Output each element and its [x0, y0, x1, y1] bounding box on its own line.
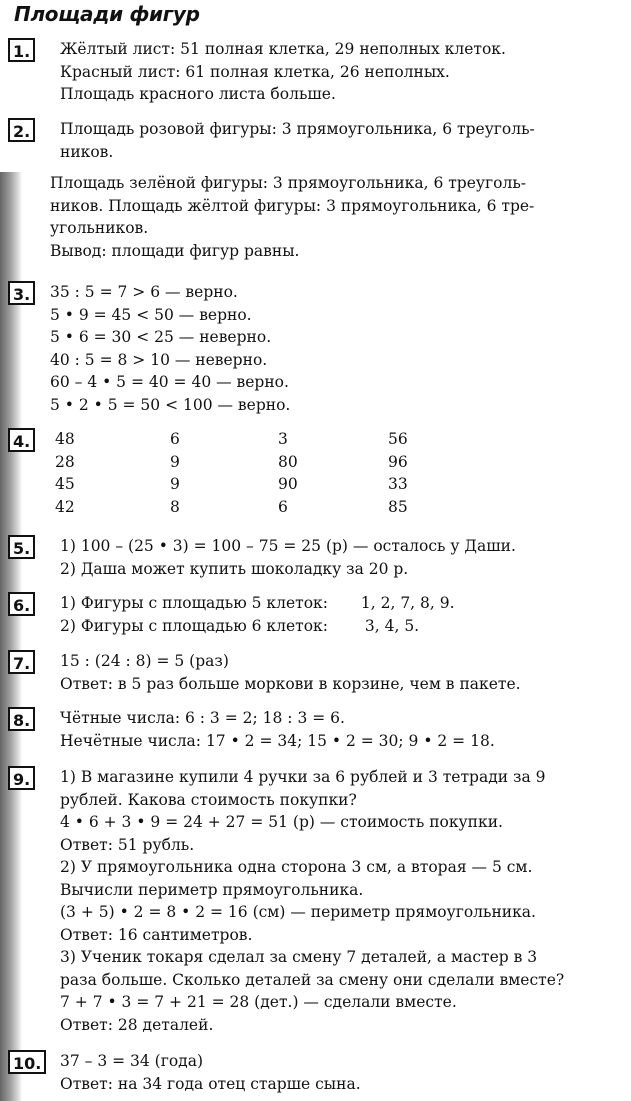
text-line: Жёлтый лист: 51 полная клетка, 29 неполных клеток. [60, 40, 506, 58]
task-number: 9. [8, 766, 35, 790]
text-line: Площадь красного листа больше. [60, 85, 336, 103]
text-line: Ответ: 28 деталей. [60, 1015, 214, 1034]
text-line: рублей. Какова стоимость покупки? [60, 790, 357, 809]
cell: 90 [278, 475, 298, 493]
task-number: 1. [8, 38, 35, 62]
scan-shadow [0, 172, 22, 1101]
column-1 [55, 428, 75, 518]
task-text [60, 592, 623, 637]
task-number: 4. [8, 428, 35, 452]
text-line: 3) Ученик токаря сделал за смену 7 деталей, а мастер в 3 [60, 948, 538, 966]
text-line: Нечётные числа: 17 • 2 = 34; 15 • 2 = 30; 9 • 2 = 18. [60, 731, 495, 750]
text-line: угольников. [50, 219, 149, 237]
text-line: 2) Даша может купить шоколадку за 20 р. [60, 559, 409, 578]
cell: 8 [170, 497, 180, 516]
text-line: Чётные числа: 6 : 3 = 2; 18 : 3 = 6. [60, 709, 345, 727]
text-line: Площадь розовой фигуры: 3 прямоугольника, 6 треуголь- [60, 120, 535, 138]
text-line [60, 615, 623, 638]
text-line: ников. Площадь жёлтой фигуры: 3 прямоугольника, 6 тре- [50, 196, 535, 215]
cell: 3 [278, 430, 288, 448]
task-number: 7. [8, 650, 35, 674]
text-line: Вывод: площади фигур равны. [50, 241, 300, 260]
cell: 96 [388, 452, 408, 471]
cell: 6 [170, 430, 180, 448]
text-line: 5 • 9 = 45 < 50 — верно. [50, 305, 252, 324]
text-line: 7 + 7 • 3 = 7 + 21 = 28 (дет.) — сделали вместе. [60, 993, 457, 1011]
cell: 9 [170, 475, 180, 493]
task-text [60, 707, 623, 752]
answer-text: 3, 4, 5. [364, 616, 420, 635]
text-line: 40 : 5 = 8 > 10 — неверно. [50, 350, 268, 369]
text-line: 35 : 5 = 7 > 6 — верно. [50, 283, 238, 301]
question-text: 2) Фигуры с площадью 6 клеток: [60, 616, 328, 635]
task-text [60, 1050, 623, 1095]
task-number: 5. [8, 535, 35, 559]
text-line: раза больше. Сколько деталей за смену они сделали вместе? [60, 970, 565, 989]
cell: 9 [170, 452, 180, 471]
answer-text: 1, 2, 7, 8, 9. [360, 594, 455, 612]
cell: 45 [55, 475, 75, 493]
task-number: 2. [8, 118, 35, 142]
text-line: 4 • 6 + 3 • 9 = 24 + 27 = 51 (р) — стоимость покупки. [60, 813, 503, 831]
text-line: Ответ: 51 рубль. [60, 835, 195, 854]
cell: 56 [388, 430, 408, 448]
text-line: 15 : (24 : 8) = 5 (раз) [60, 652, 229, 670]
column-4 [388, 428, 408, 518]
task-text [50, 281, 623, 416]
text-line: Красный лист: 61 полная клетка, 26 неполных. [60, 62, 450, 81]
task-number: 10. [8, 1050, 46, 1074]
page-title: Площади фигур [14, 2, 200, 26]
text-line: ников. [60, 142, 114, 161]
text-line: 5 • 2 • 5 = 50 < 100 — верно. [50, 395, 291, 414]
text-line: 60 – 4 • 5 = 40 = 40 — верно. [50, 373, 289, 391]
text-line: Площадь зелёной фигуры: 3 прямоугольника, 6 треуголь- [50, 174, 526, 192]
column-2 [170, 428, 180, 518]
cell: 42 [55, 497, 75, 516]
text-line: (3 + 5) • 2 = 8 • 2 = 16 (см) — периметр прямоугольника. [60, 903, 536, 921]
text-line: Вычисли периметр прямоугольника. [60, 880, 364, 899]
text-line: Ответ: на 34 года отец старше сына. [60, 1074, 361, 1093]
cell: 33 [388, 475, 408, 493]
task-number: 8. [8, 707, 35, 731]
text-line: 37 – 3 = 34 (года) [60, 1052, 204, 1070]
text-line: Ответ: в 5 раз больше моркови в корзине, чем в пакете. [60, 674, 521, 693]
text-line: 1) В магазине купили 4 ручки за 6 рублей и 3 тетради за 9 [60, 768, 546, 786]
task-text [50, 172, 623, 262]
question-text: 1) Фигуры с площадью 5 клеток: [60, 594, 328, 612]
task-text [60, 38, 623, 106]
text-line: 5 • 6 = 30 < 25 — неверно. [50, 328, 272, 346]
cell: 85 [388, 497, 408, 516]
cell: 28 [55, 452, 75, 471]
text-line: Ответ: 16 сантиметров. [60, 925, 253, 944]
task-number: 3. [8, 281, 35, 305]
task-text [60, 766, 623, 1036]
task-text [60, 535, 623, 580]
task-text [60, 118, 623, 163]
text-line: 2) У прямоугольника одна сторона 3 см, а вторая — 5 см. [60, 858, 533, 876]
text-line [60, 592, 623, 615]
cell: 48 [55, 430, 75, 448]
column-3 [278, 428, 298, 518]
text-line: 1) 100 – (25 • 3) = 100 – 75 = 25 (р) — осталось у Даши. [60, 537, 516, 555]
task-text [60, 650, 623, 695]
task-number: 6. [8, 592, 35, 616]
cell: 80 [278, 452, 298, 471]
cell: 6 [278, 497, 288, 516]
